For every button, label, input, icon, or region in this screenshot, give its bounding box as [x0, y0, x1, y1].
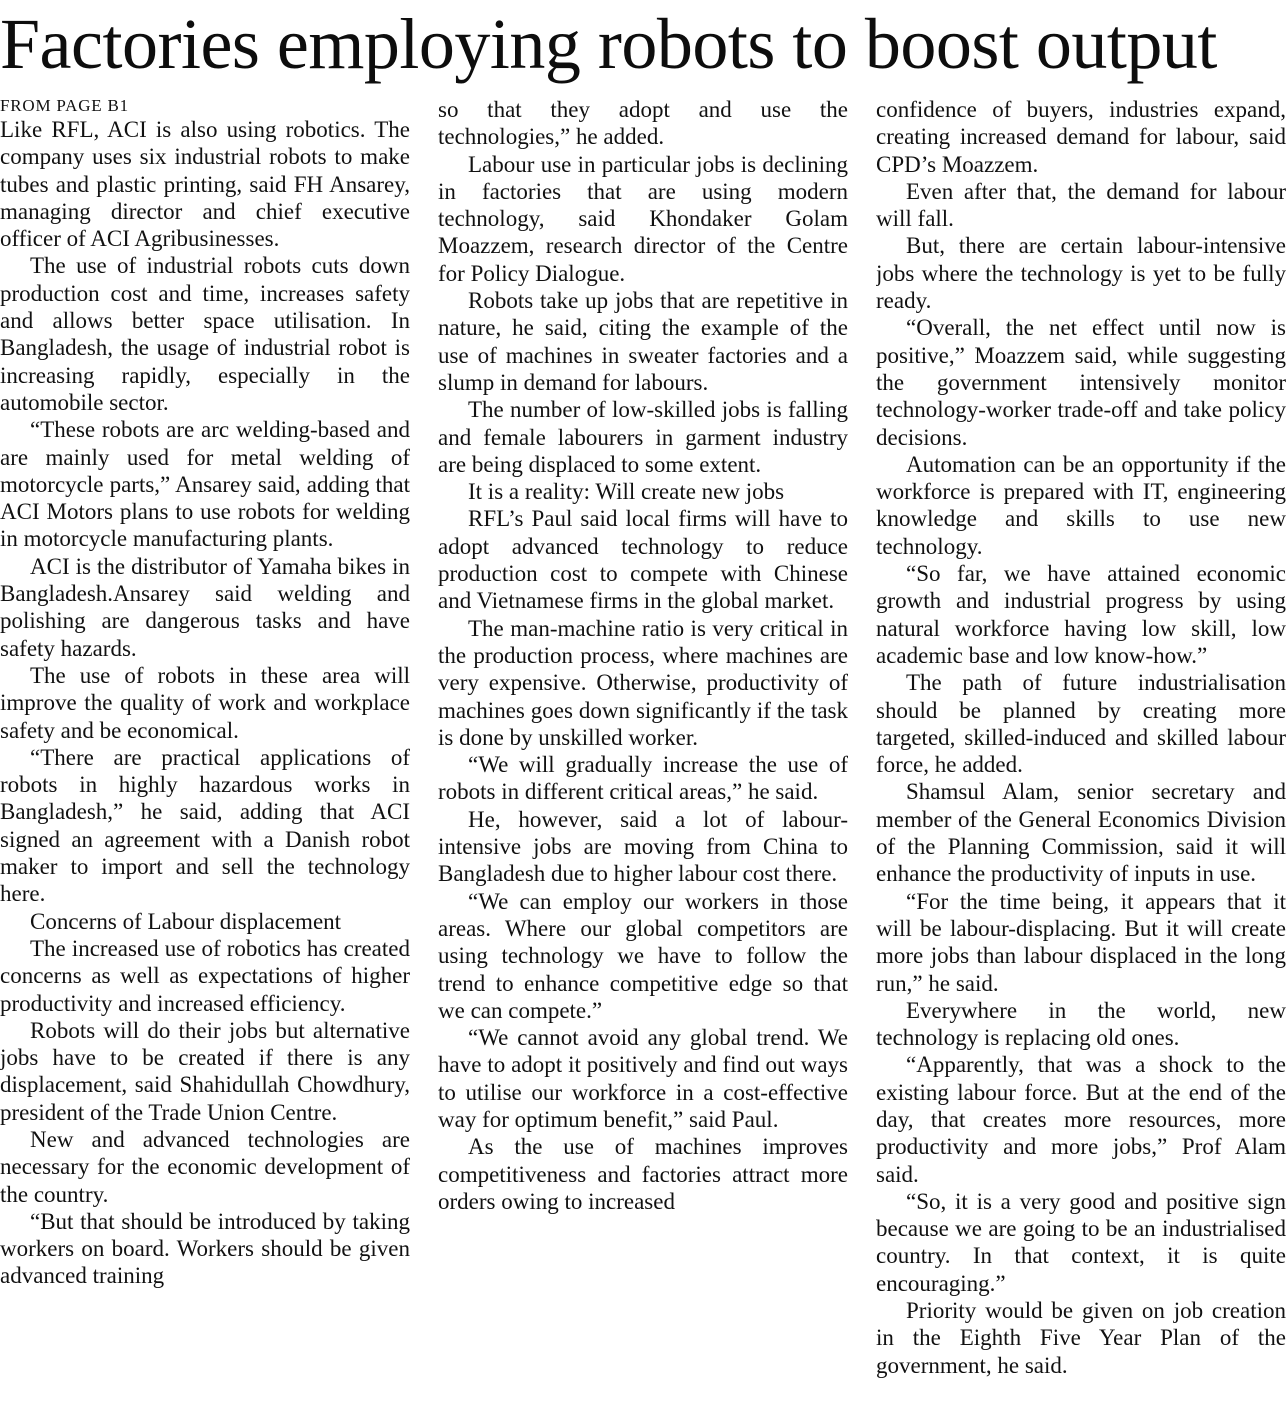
- paragraph: The use of industrial robots cuts down production cost and time, increases safety and allows better space utilisation. In Bangladesh, the usage of industrial robot is increasing rapidly, especially in the automobile sector.: [0, 253, 410, 415]
- paragraph: Robots take up jobs that are repetitive in nature, he said, citing the example of the use of machines in sweater factories and a slump in demand for labours.: [438, 288, 848, 395]
- paragraph: The man-machine ratio is very critical in the production process, where machines are very expensive. Otherwise, productivity of machines goes down significantly if the task is done by unskilled worker.: [438, 615, 848, 750]
- paragraph: “So, it is a very good and positive sign because we are going to be an industrialised country. In that context, it is quite encouraging.”: [876, 1188, 1286, 1296]
- paragraph: “Overall, the net effect until now is positive,” Moazzem said, while suggesting the government intensively monitor technology-worker trade-off and take policy decisions.: [876, 315, 1286, 450]
- paragraph: Even after that, the demand for labour will fall.: [876, 178, 1286, 232]
- paragraph: so that they adopt and use the technologies,” he added.: [438, 97, 848, 150]
- paragraph: Priority would be given on job creation in the Eighth Five Year Plan of the government, he said.: [876, 1298, 1286, 1378]
- paragraph: “So far, we have attained economic growth and industrial progress by using natural workforce having low skill, low academic base and low know-how.”: [876, 561, 1286, 668]
- paragraph: Shamsul Alam, senior secretary and member of the General Economics Division of the Planning Commission, said it will enhance the productivity of inputs in use.: [876, 779, 1286, 887]
- paragraph: “These robots are arc welding-based and are mainly used for metal welding of motorcycle parts,” Ansarey said, adding that ACI Motors plans to use robots for welding in motorcycle manufacturing plants.: [0, 417, 410, 552]
- subheading: Concerns of Labour displacement: [30, 908, 342, 934]
- jump-label: FROM PAGE B1: [0, 96, 129, 115]
- article-column-3: [876, 96, 1286, 1402]
- paragraph: “We can employ our workers in those areas. Where our global competitors are using technology we have to follow the trend to enhance competitive edge so that we can compete.”: [438, 888, 848, 1023]
- paragraph: As the use of machines improves competitiveness and factories attract more orders owing to increased: [438, 1134, 848, 1214]
- article-headline: Factories employing robots to boost output: [0, 4, 1217, 84]
- paragraph: ACI is the distributor of Yamaha bikes in Bangladesh.Ansarey said welding and polishing are dangerous tasks and have safety hazards.: [0, 553, 410, 661]
- paragraph: RFL’s Paul said local firms will have to adopt advanced technology to reduce production cost to compete with Chinese and Vietnamese firms in the global market.: [438, 506, 848, 614]
- paragraph: But, there are certain labour-intensive jobs where the technology is yet to be fully ready.: [876, 233, 1286, 314]
- paragraph: Labour use in particular jobs is declining in factories that are using modern technology, said Khondaker Golam Moazzem, research director of the Centre for Policy Dialogue.: [438, 151, 848, 286]
- paragraph: “We will gradually increase the use of robots in different critical areas,” he said.: [438, 752, 848, 805]
- paragraph: “But that should be introduced by taking workers on board. Workers should be given advanced training: [0, 1208, 410, 1289]
- subheading: It is a reality: Will create new jobs: [468, 479, 785, 505]
- paragraph: Automation can be an opportunity if the workforce is prepared with IT, engineering knowledge and skills to use new technology.: [876, 451, 1286, 559]
- paragraph: The path of future industrialisation should be planned by creating more targeted, skilled-induced and skilled labour force, he added.: [876, 670, 1286, 778]
- paragraph: The number of low-skilled jobs is falling and female labourers in garment industry are being displaced to some extent.: [438, 397, 848, 477]
- paragraph: The increased use of robotics has created concerns as well as expectations of higher productivity and increased efficiency.: [0, 935, 410, 1016]
- paragraph: confidence of buyers, industries expand, creating increased demand for labour, said CPD’s Moazzem.: [876, 97, 1286, 177]
- paragraph: New and advanced technologies are necessary for the economic development of the country.: [0, 1126, 410, 1207]
- paragraph: The use of robots in these area will improve the quality of work and workplace safety and be economical.: [0, 662, 410, 743]
- article-column-2: [438, 96, 848, 1402]
- paragraph: Like RFL, ACI is also using robotics. The company uses six industrial robots to make tubes and plastic printing, said FH Ansarey, managing director and chief executive officer of ACI Agribusinesses.: [0, 117, 410, 252]
- article-column-1: [0, 96, 410, 1402]
- paragraph: Robots will do their jobs but alternative jobs have to be created if there is any displacement, said Shahidullah Chowdhury, president of the Trade Union Centre.: [0, 1017, 410, 1125]
- paragraph: Everywhere in the world, new technology is replacing old ones.: [876, 997, 1286, 1051]
- paragraph: He, however, said a lot of labour-intensive jobs are moving from China to Bangladesh due to higher labour cost there.: [438, 806, 848, 887]
- paragraph: “There are practical applications of robots in highly hazardous works in Bangladesh,” he said, adding that ACI signed an agreement with a Danish robot maker to import and sell the technology here.: [0, 744, 410, 907]
- paragraph: “For the time being, it appears that it will be labour-displacing. But it will create more jobs than labour displaced in the long run,” he said.: [876, 888, 1286, 996]
- paragraph: “We cannot avoid any global trend. We have to adopt it positively and find out ways to utilise our workforce in a cost-effective way for optimum benefit,” said Paul.: [438, 1025, 848, 1132]
- paragraph: “Apparently, that was a shock to the existing labour force. But at the end of the day, that creates more resources, more productivity and more jobs,” Prof Alam said.: [876, 1052, 1286, 1187]
